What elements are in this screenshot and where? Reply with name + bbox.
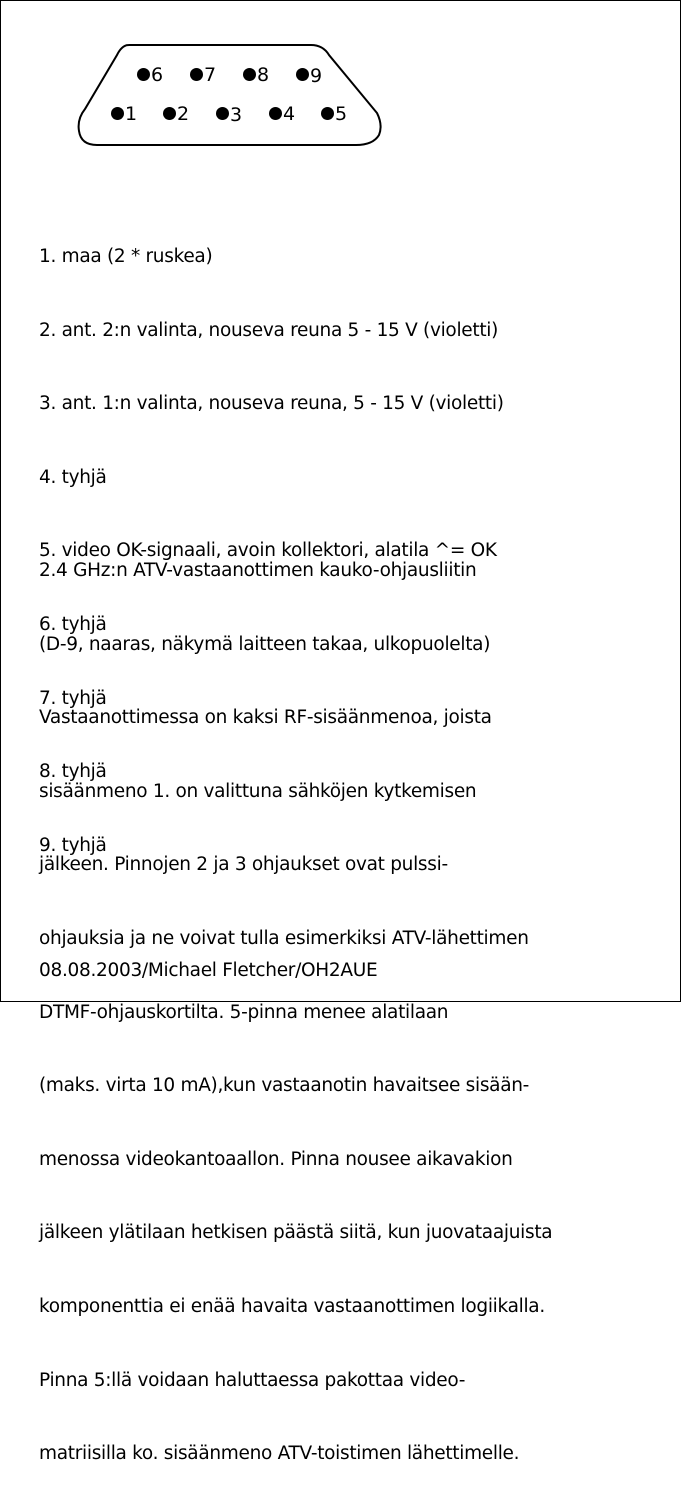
pin-dot-icon [216,107,229,120]
pin-dot-icon [296,68,309,81]
pin-list-item: 5. video OK-signaali, avoin kollektori, alatila ^= OK [39,540,497,562]
description-line: menossa videokantoaallon. Pinna nousee aikavakion [39,1148,513,1170]
pin-label: 2 [177,103,190,125]
pin-label: 4 [283,103,296,125]
pin-label: 7 [204,64,217,86]
pin-list-item: 1. maa (2 * ruskea) [39,246,213,267]
description-line: sisäänmeno 1. on valittuna sähköjen kytkemisen [39,780,477,802]
description-line: Pinna 5:llä voidaan haluttaessa pakottaa video- [39,1369,466,1391]
d9-connector-outline [1,1,401,161]
pin-list-item: 7. tyhjä [39,687,107,709]
description-line: ohjauksia ja ne voivat tulla esimerkiksi ATV-lähettimen [39,927,529,949]
pin-label: 3 [230,104,243,126]
pin-dot-icon [137,68,150,81]
pin-label: 9 [310,65,323,87]
description-line: matriisilla ko. sisäänmeno ATV-toistimen lähettimelle. [39,1443,520,1465]
connector-shell [79,45,381,145]
pin-list-item: 6. tyhjä [39,613,107,635]
signature: 08.08.2003/Michael Fletcher/OH2AUE [39,960,378,981]
pin-label: 8 [257,64,270,86]
pin-label: 1 [125,103,138,125]
description-line: (D-9, naaras, näkymä laitteen takaa, ulkopuolelta) [39,633,491,655]
pin-list-item: 9. tyhjä [39,834,107,856]
description-line: komponenttia ei enää havaita vastaanottimen logiikalla. [39,1295,545,1317]
pin-dot-icon [190,68,203,81]
pin-dot-icon [243,68,256,81]
pin-list-item: 8. tyhjä [39,761,107,783]
pin-dot-icon [269,107,282,120]
pin-list-item: 3. ant. 1:n valinta, nouseva reuna, 5 - 15 V (violetti) [39,393,504,415]
pin-dot-icon [111,107,124,120]
pin-label: 5 [335,103,348,125]
pin-label: 6 [151,64,164,86]
pin-dot-icon [163,107,176,120]
description-line: (maks. virta 10 mA),kun vastaanotin havaitsee sisään- [39,1075,530,1097]
description-line: jälkeen. Pinnojen 2 ja 3 ohjaukset ovat pulssi- [39,854,448,876]
description-title: 2.4 GHz:n ATV-vastaanottimen kauko-ohjausliitin [39,560,477,581]
pin-list-item: 2. ant. 2:n valinta, nouseva reuna 5 - 15 V (violetti) [39,319,499,341]
description-line: jälkeen ylätilaan hetkisen päästä siitä, kun juovataajuista [39,1222,553,1244]
description [39,513,552,1512]
description-line: DTMF-ohjauskortilta. 5-pinna menee alatilaan [39,1001,449,1023]
pin-list-item: 4. tyhjä [39,466,107,488]
pin-dot-icon [321,107,334,120]
description-line: Vastaanottimessa on kaksi RF-sisäänmenoa, joista [39,707,492,729]
